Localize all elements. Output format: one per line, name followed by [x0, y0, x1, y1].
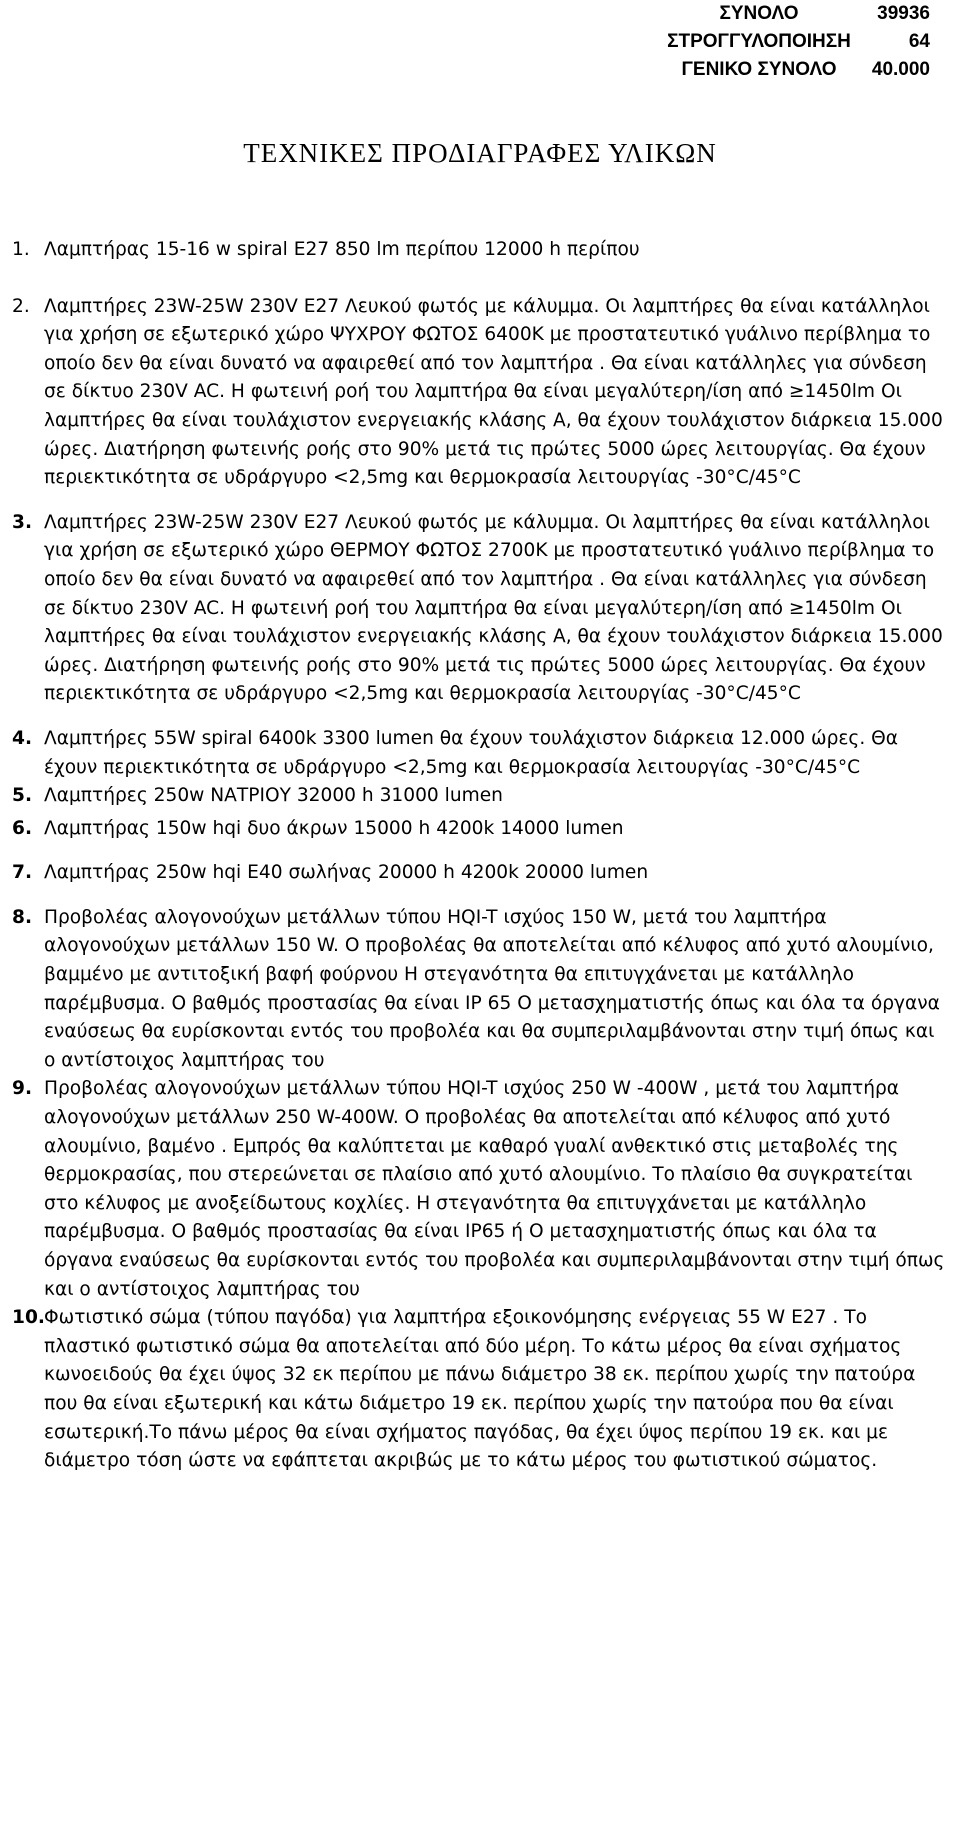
item-text: Λαμπτήρες 250w ΝΑΤΡΙΟΥ 32000 h 31000 lumen	[44, 785, 503, 807]
item-text: Λαμπτήρες 23W-25W 230V E27 Λευκού φωτός με κάλυμμα. Οι λαμπτήρες θα είναι κατάλληλοι για χρήση σε εξωτερικό χώρο ΘΕΡΜΟΥ ΦΩΤΟΣ 2700K με προστατευτικό γυάλινο περίβλημα το οποίο δεν θα είναι δυνατό να αφαιρεθεί από τον λαμπτήρα . Θα είναι κατάλληλες για σύνδεση σε δίκτυο 230V AC. Η φωτεινή ροή του λαμπτήρα θα είναι μεγαλύτερη/ίση από ≥1450lm Οι λαμπτήρες θα είναι τουλάχιστον ενεργειακής κλάσης Α, θα έχουν τουλάχιστον διάρκεια 15.000 ώρες. Διατήρηση φωτεινής ροής στο 90% μετά τις πρώτες 5000 ώρες λειτουργίας. Θα έχουν περιεκτικότητα σε υδράργυρο <2,5mg και θερμοκρασία λειτουργίας -30°C/45°C	[44, 511, 943, 705]
item-text: Λαμπτήρες 55W spiral 6400k 3300 lumen θα έχουν τουλάχιστον διάρκεια 12.000 ώρες. Θα έχουν περιεκτικότητα σε υδράργυρο <2,5mg και θερμοκρασία λειτουργίας -30°C/45°C	[44, 727, 899, 778]
totals-value: 39936	[877, 3, 930, 24]
list-item	[12, 782, 947, 811]
totals-row-grand-total	[660, 56, 930, 84]
item-text: Προβολέας αλογονούχων μετάλλων τύπου HQI-T ισχύος 150 W, μετά του λαμπτήρα αλογονούχων μετάλλων 150 W. O προβολέας θα αποτελείται από κέλυφος από χυτό αλουμίνιο, βαμμένο με αντιτοξική βαφή φούρνου Η στεγανότητα θα επιτυγχάνεται με κατάλληλο παρέμβυσμα. Ο βαθμός προστασίας θα είναι IP 65 O μετασχηματιστής όπως και όλα τα όργανα εναύσεως θα ευρίσκονται εντός του προβολέα και θα συμπεριλαμβάνονται στην τιμή όπως και ο αντίστοιχος λαμπτήρας του	[44, 906, 940, 1071]
item-number: 2.	[12, 295, 30, 317]
list-item	[12, 236, 947, 265]
item-text: Λαμπτήρας 250w hqi E40 σωλήνας 20000 h 4200k 20000 lumen	[44, 862, 649, 884]
item-text: Λαμπτήρες 23W-25W 230V E27 Λευκού φωτός με κάλυμμα. Οι λαμπτήρες θα είναι κατάλληλοι για χρήση σε εξωτερικό χώρο ΨΥΧΡΟΥ ΦΩΤΟΣ 6400K με προστατευτικό γυάλινο περίβλημα το οποίο δεν θα είναι δυνατό να αφαιρεθεί από τον λαμπτήρα . Θα είναι κατάλληλες για σύνδεση σε δίκτυο 230V AC. Η φωτεινή ροή του λαμπτήρα θα είναι μεγαλύτερη/ίση από ≥1450lm Οι λαμπτήρες θα είναι τουλάχιστον ενεργειακής κλάσης Α, θα έχουν τουλάχιστον διάρκεια 15.000 ώρες. Διατήρηση φωτεινής ροής στο 90% μετά τις πρώτες 5000 ώρες λειτουργίας. Θα έχουν περιεκτικότητα σε υδράργυρο <2,5mg και θερμοκρασία λειτουργίας -30°C/45°C	[44, 295, 943, 489]
item-number: 1.	[12, 239, 30, 260]
totals-row-rounding	[660, 28, 930, 56]
list-item	[12, 293, 947, 493]
list-item	[12, 904, 947, 1076]
item-number: 3.	[12, 511, 33, 533]
specifications-list	[12, 236, 947, 1476]
list-item	[12, 859, 947, 888]
item-text: Λαμπτήρας 15-16 w spiral E27 850 lm περίπου 12000 h περίπου	[44, 239, 640, 260]
item-text: Λαμπτήρας 150w hqi δυο άκρων 15000 h 4200k 14000 lumen	[44, 817, 624, 839]
item-number: 6.	[12, 817, 33, 839]
item-number: 5.	[12, 785, 33, 807]
list-item	[12, 509, 947, 709]
list-item	[12, 1075, 947, 1304]
totals-label: ΓΕΝΙΚΟ ΣΥΝΟΛΟ	[681, 59, 837, 80]
totals-row-sum	[660, 0, 930, 28]
item-text: Φωτιστικό σώμα (τύπου παγόδα) για λαμπτήρα εξοικονόμησης ενέργειας 55 W E27 . Το πλαστικό φωτιστικό σώμα θα αποτελείται από δύο μέρη. Το κάτω μέρος θα είναι σχήματος κωνοειδούς θα έχει ύψος 32 εκ περίπου με πάνω διάμετρο 38 εκ. περίπου χωρίς την πατούρα που θα είναι εξωτερική και κάτω διάμετρο 19 εκ. περίπου χωρίς την πατούρα που θα είναι εσωτερική.Το πάνω μέρος θα είναι σχήματος παγόδας, θα έχει ύψος περίπου 19 εκ. και με διάμετρο τόση ώστε να εφάπτεται ακριβώς με το κάτω μέρος του φωτιστικού σώματος.	[44, 1307, 916, 1472]
page-title: ΤΕΧΝΙΚΕΣ ΠΡΟΔΙΑΓΡΑΦΕΣ ΥΛΙΚΩΝ	[243, 138, 717, 168]
totals-value: 64	[908, 31, 930, 52]
item-number: 8.	[12, 906, 33, 928]
totals-label: ΣΤΡΟΓΓΥΛΟΠΟΙΗΣΗ	[667, 31, 851, 52]
totals-block	[660, 0, 930, 84]
totals-value: 40.000	[871, 59, 930, 80]
list-item	[12, 815, 947, 844]
item-number: 10.	[12, 1307, 45, 1329]
item-number: 9.	[12, 1078, 33, 1100]
totals-label: ΣΥΝΟΛΟ	[719, 3, 799, 24]
item-number: 4.	[12, 727, 33, 749]
list-item	[12, 1304, 947, 1476]
item-text: Προβολέας αλογονούχων μετάλλων τύπου HQI-T ισχύος 250 W -400W , μετά του λαμπτήρα αλογονούχων μετάλλων 250 W-400W. O προβολέας θα αποτελείται από κέλυφος από χυτό αλουμίνιο, βαμένο . Εμπρός θα καλύπτεται με καθαρό γυαλί ανθεκτικό στις μεταβολές της θερμοκρασίας, που στερεώνεται σε πλαίσιο από χυτό αλουμίνιο. Το πλαίσιο θα συγκρατείται στο κέλυφος με ανοξείδωτους κοχλίες. Η στεγανότητα θα επιτυγχάνεται με κατάλληλο παρέμβυσμα. Ο βαθμός προστασίας θα είναι IP65 ή O μετασχηματιστής όπως και όλα τα όργανα εναύσεως θα ευρίσκονται εντός του προβολέα και συμπεριλαμβάνονται στην τιμή όπως και ο αντίστοιχος λαμπτήρας του	[44, 1078, 945, 1300]
item-number: 7.	[12, 862, 33, 884]
list-item	[12, 725, 947, 782]
